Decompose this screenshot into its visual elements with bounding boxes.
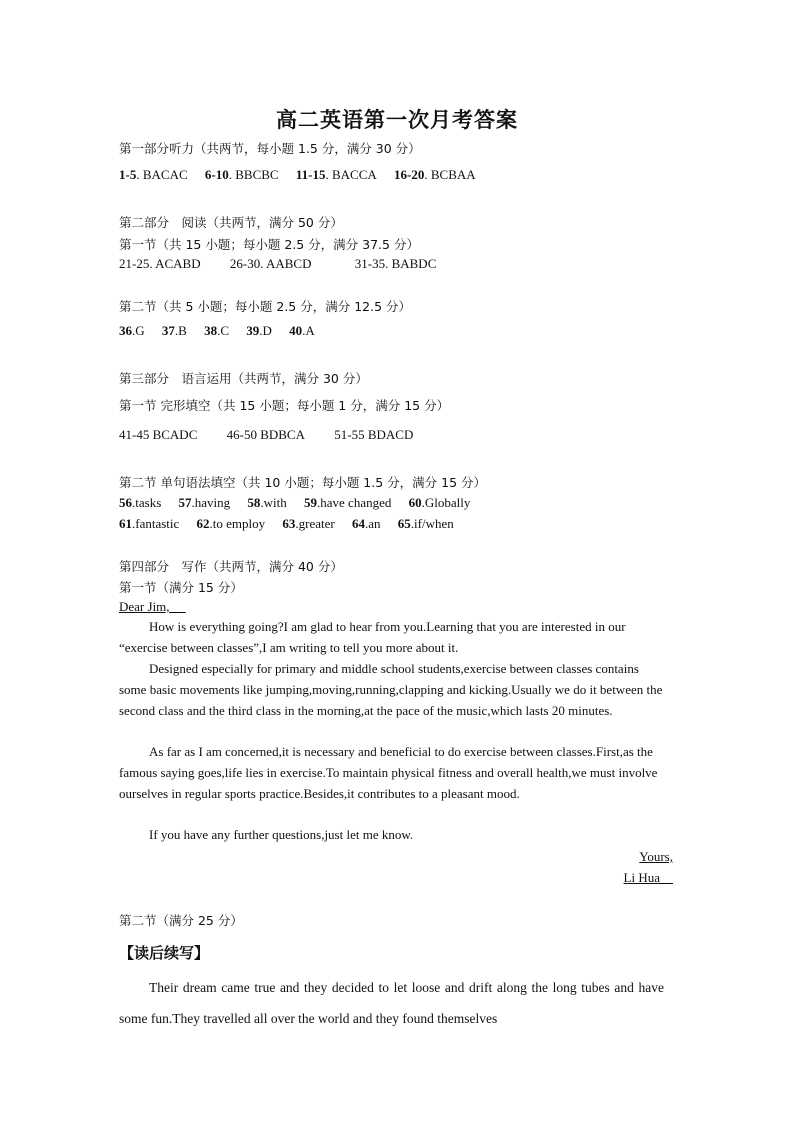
- part3-heading: 第三部分 语言运用（共两节，满分 30 分）: [119, 371, 368, 386]
- part1-heading: 第一部分听力（共两节，每小题 1.5 分，满分 30 分）: [119, 141, 421, 156]
- answer-range: 6-10: [204, 167, 229, 182]
- answer-number: 36: [119, 323, 132, 338]
- answer-value: .A: [302, 323, 315, 338]
- answer-group: 31-35. BABDC: [354, 256, 437, 271]
- answer-number: 61: [119, 516, 132, 531]
- answer-value: . BACAC: [136, 167, 188, 182]
- answer-number: 39: [246, 323, 260, 338]
- answer-value: .having: [191, 495, 231, 510]
- answer-value: .D: [259, 323, 272, 338]
- answer-number: 63: [282, 516, 296, 531]
- part4-heading: 第四部分 写作（共两节，满分 40 分）: [119, 559, 343, 574]
- answer-value: .if/when: [410, 516, 454, 531]
- part2-heading: 第二部分 阅读（共两节，满分 50 分）: [119, 215, 343, 230]
- signature-text: Li Hua: [623, 870, 660, 885]
- part1-answers: [119, 167, 476, 183]
- answer-range: 16-20: [394, 167, 425, 182]
- part2-section1-answers: [119, 256, 436, 272]
- part3-section1-heading: 第一节 完形填空（共 15 小题；每小题 1 分，满分 15 分）: [119, 398, 450, 413]
- answer-value: . BBCBC: [228, 167, 279, 182]
- answer-value: .have changed: [317, 495, 392, 510]
- salutation-text: Dear Jim,: [119, 599, 170, 614]
- part3-section2-answers-row2: [119, 516, 454, 532]
- answer-number: 65: [397, 516, 411, 531]
- answer-value: .G: [132, 323, 145, 338]
- continuation-story: Their dream came true and they decided to let loose and drift along the long tubes and have some fun.They travelled all over the world and they found themselves: [119, 980, 664, 1026]
- answer-group: 21-25. ACABD: [119, 256, 201, 271]
- answer-number: 57: [178, 495, 192, 510]
- answer-range: 11-15: [295, 167, 326, 182]
- answer-number: 37: [161, 323, 175, 338]
- part3-section2-answers-row1: [119, 495, 470, 511]
- part3-section1-answers: [119, 427, 413, 443]
- letter-paragraph: How is everything going?I am glad to hear from you.Learning that you are interested in our “exercise between classes”,I am writing to tell you more about it.: [119, 619, 626, 655]
- page-title: 高二英语第一次月考答案: [276, 108, 518, 132]
- answer-group: 46-50 BDBCA: [226, 427, 305, 442]
- answer-number: 40: [289, 323, 303, 338]
- answer-number: 58: [247, 495, 261, 510]
- answer-number: 64: [352, 516, 365, 531]
- answer-group: 51-55 BDACD: [334, 427, 414, 442]
- answer-value: . BCBAA: [424, 167, 476, 182]
- answer-number: 38: [204, 323, 218, 338]
- part4-section1-heading: 第一节（满分 15 分）: [119, 580, 243, 595]
- answer-value: .an: [365, 516, 381, 531]
- letter-paragraph: If you have any further questions,just let me know.: [149, 827, 414, 842]
- part2-section2-answers: [119, 323, 315, 339]
- letter-paragraph: As far as I am concerned,it is necessary and beneficial to do exercise between classes.First,as the famous saying goes,life lies in exercise.To maintain physical fitness and overall health,we must involve ourselves in regular sports practice.Besides,it contributes to a pleasant mood.: [119, 744, 658, 801]
- answer-value: .tasks: [132, 495, 162, 510]
- part4-section2-heading: 第二节（满分 25 分）: [119, 913, 243, 928]
- letter-closing: Yours,: [639, 849, 673, 864]
- answer-number: 62: [196, 516, 210, 531]
- answer-value: .fantastic: [132, 516, 180, 531]
- letter-signature: [624, 870, 673, 886]
- part2-section1-heading: 第一节（共 15 小题；每小题 2.5 分，满分 37.5 分）: [119, 237, 419, 252]
- continuation-writing-label: 【读后续写】: [119, 944, 210, 962]
- answer-value: .Globally: [421, 495, 471, 510]
- answer-value: .B: [174, 323, 187, 338]
- answer-value: .to employ: [209, 516, 266, 531]
- letter-paragraph: Designed especially for primary and middle school students,exercise between classes contains some basic movements like jumping,moving,running,clapping and kicking.Usually we do it between the second class and the third class in the morning,at the pace of the music,which lasts 20 minutes.: [119, 661, 663, 718]
- answer-number: 60: [408, 495, 422, 510]
- answer-number: 59: [304, 495, 318, 510]
- part3-section2-heading: 第二节 单句语法填空（共 10 小题；每小题 1.5 分，满分 15 分）: [119, 475, 487, 490]
- answer-value: . BACCA: [325, 167, 377, 182]
- answer-number: 56: [119, 495, 132, 510]
- answer-value: .greater: [295, 516, 335, 531]
- answer-range: 1-5: [119, 167, 137, 182]
- answer-group: 26-30. AABCD: [229, 256, 312, 271]
- answer-group: 41-45 BCADC: [119, 427, 198, 442]
- letter-salutation: [119, 599, 186, 615]
- answer-value: .with: [260, 495, 287, 510]
- part2-section2-heading: 第二节（共 5 小题；每小题 2.5 分，满分 12.5 分）: [119, 299, 412, 314]
- answer-value: .C: [217, 323, 229, 338]
